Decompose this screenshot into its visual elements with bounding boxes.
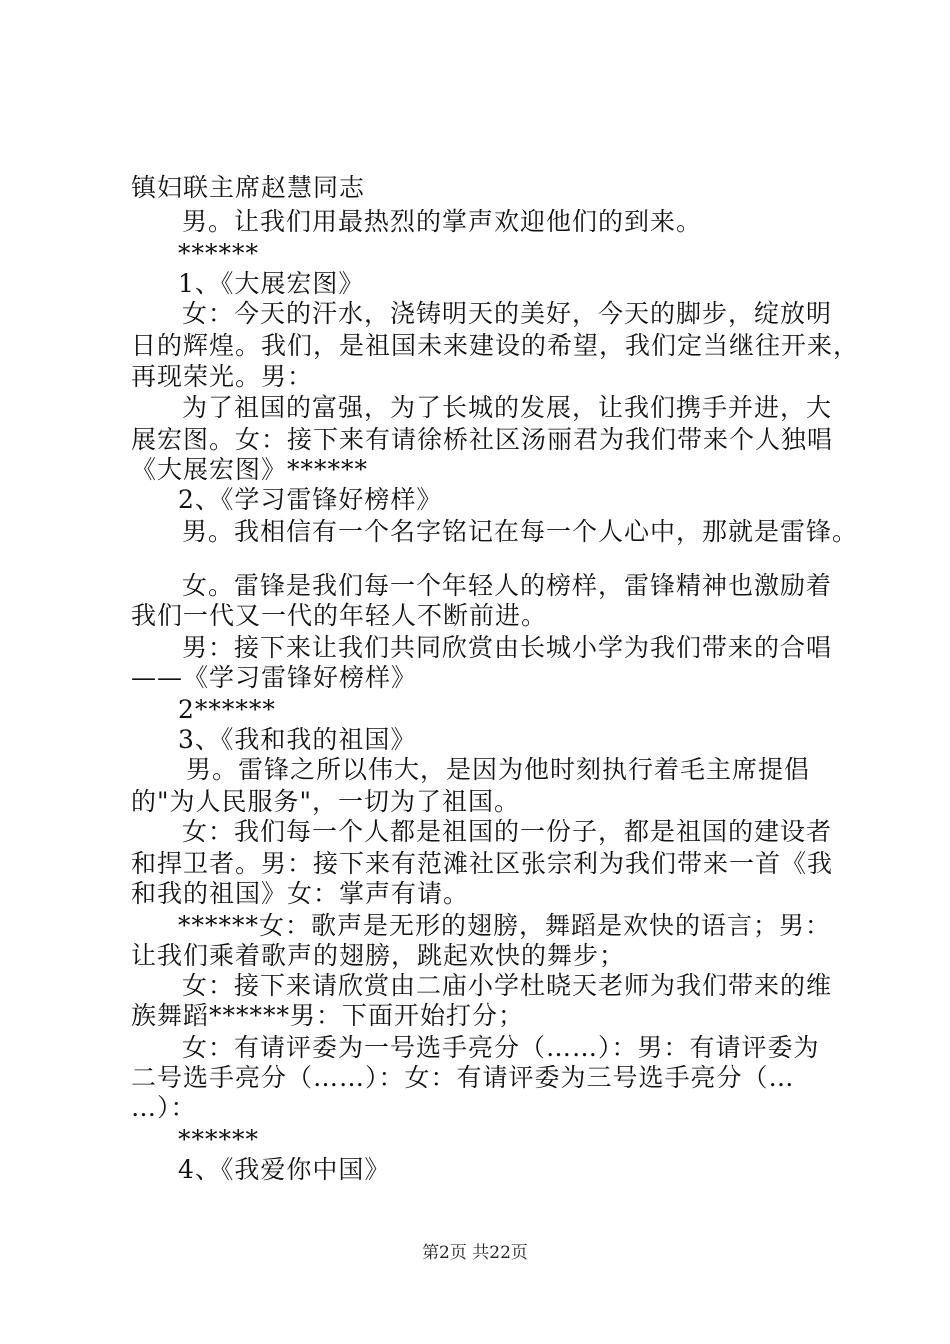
text-line: 再现荣光。男： [131,362,314,391]
text-line: 女：今天的汗水，浇铸明天的美好，今天的脚步，绽放明 [182,299,833,328]
text-line: ——《学习雷锋好榜样》 [131,663,418,692]
separator-line: ****** [178,1125,259,1154]
text-line: 男：接下来让我们共同欣赏由长城小学为我们带来的合唱 [182,633,833,662]
separator-line: ****** [178,239,259,268]
text-line: 让我们乘着歌声的翅膀，跳起欢快的舞步； [131,941,626,970]
text-line: 族舞蹈******男：下面开始打分； [131,1001,525,1030]
section-heading: 2、《学习雷锋好榜样》 [178,485,443,514]
text-line: 为了祖国的富强，为了长城的发展，让我们携手并进，大 [182,393,833,422]
section-heading: 4、《我爱你中国》 [178,1155,391,1184]
text-line: 女：有请评委为一号选手亮分（……）：男：有请评委为 [182,1033,820,1062]
text-line: 展宏图。女：接下来有请徐桥社区汤丽君为我们带来个人独唱 [131,425,834,454]
text-line: 镇妇联主席赵慧同志 [131,173,366,202]
text-line: 日的辉煌。我们，是祖国未来建设的希望，我们定当继往开来， [131,331,860,360]
text-line: ******女：歌声是无形的翅膀，舞蹈是欢快的语言；男： [178,911,832,940]
text-line: 和我的祖国》女：掌声有请。 [131,879,470,908]
text-line: 女：接下来请欣赏由二庙小学杜晓天老师为我们带来的维 [182,971,833,1000]
text-line: 男。让我们用最热烈的掌声欢迎他们的到来。 [182,207,703,236]
text-line: 的"为人民服务"，一切为了祖国。 [131,787,520,816]
section-heading: 3、《我和我的祖国》 [178,725,417,754]
section-heading: 1、《大展宏图》 [178,269,365,298]
text-line: 《大展宏图》****** [131,455,369,484]
text-line: 我们一代又一代的年轻人不断前进。 [131,601,548,630]
text-line: 男。我相信有一个名字铭记在每一个人心中，那就是雷锋。 [182,517,859,546]
text-line: 女。雷锋是我们每一个年轻人的榜样，雷锋精神也激励着 [182,571,833,600]
text-line: 男。雷锋之所以伟大，是因为他时刻执行着毛主席提倡 [186,755,811,784]
text-line: 女：我们每一个人都是祖国的一份子，都是祖国的建设者 [182,817,833,846]
text-line: …）： [131,1093,197,1122]
page-footer: 第2页 共22页 [422,1243,528,1263]
separator-line: 2****** [178,695,276,724]
text-line: 二号选手亮分（……）：女：有请评委为三号选手亮分（… [131,1063,795,1092]
text-line: 和捍卫者。男：接下来有范滩社区张宗利为我们带来一首《我 [131,849,834,878]
